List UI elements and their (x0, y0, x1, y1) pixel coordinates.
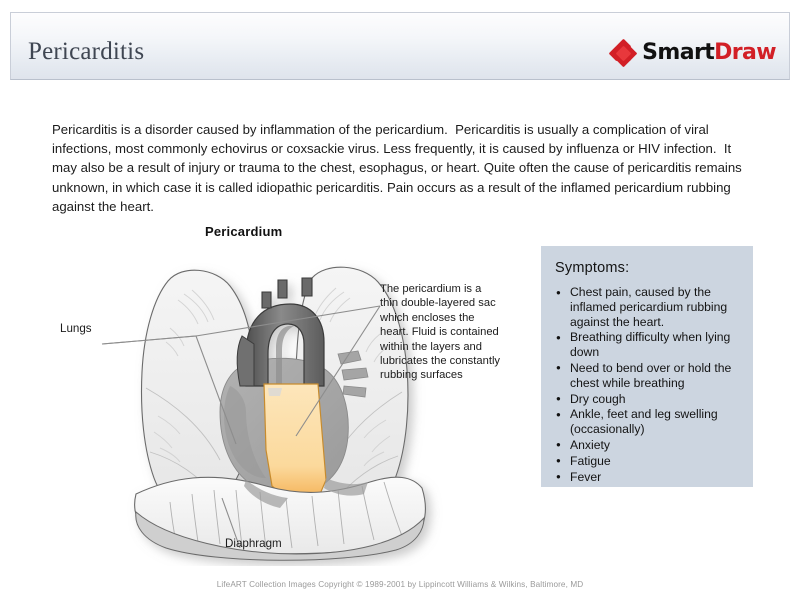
list-item: ● Fever (555, 470, 741, 485)
list-item: ● Dry cough (555, 392, 741, 407)
diagram-title: Pericardium (205, 224, 283, 239)
symptoms-panel (541, 246, 753, 487)
logo-word-draw: Draw (714, 40, 776, 65)
symptoms-list (555, 285, 741, 484)
list-item: ● Anxiety (555, 438, 741, 453)
annotation-pericardium: The pericardium is a thin double-layered sac which encloses the heart. Fluid is contained within the layers and lubricates the constantly rubbing surfaces (380, 283, 501, 382)
list-item: ● Breathing difficulty when lying down (555, 330, 741, 360)
list-item: ● Fatigue (555, 454, 741, 469)
list-item: ● Ankle, feet and leg swelling (occasionally) (555, 407, 741, 437)
smartdraw-logo (611, 40, 776, 66)
red-diamond-cluster-icon (611, 41, 635, 65)
superior-vena-cava (237, 336, 254, 386)
symptoms-heading: Symptoms: (555, 260, 630, 276)
label-diaphragm: Diaphragm (225, 537, 282, 550)
pericardium-shape (264, 384, 326, 498)
page-title: Pericarditis (28, 38, 145, 65)
anatomy-diagram (50, 222, 530, 567)
intro-paragraph: Pericarditis is a disorder caused by inflammation of the pericardium. Pericarditis is usually a complication of viral infections, most commonly echovirus or coxsackie virus. Less frequently, it is caused by influenza or HIV infection. It may also be a result of injury or trauma to the chest, esophagus, or heart. Quite often the cause of pericarditis remains unknown, in which case it is called idiopathic pericarditis. Pain occurs as a result of the inflamed pericardium rubbing against the heart. (52, 122, 746, 214)
list-item: ● Chest pain, caused by the inflamed pericardium rubbing against the heart. (555, 285, 741, 329)
logo-word-smart: Smart (642, 40, 715, 65)
footer-copyright: LifeART Collection Images Copyright © 1989-2001 by Lippincott Williams & Wilkins, Baltimore, MD (216, 580, 584, 589)
list-item: ● Need to bend over or hold the chest while breathing (555, 361, 741, 391)
label-lungs: Lungs (60, 322, 92, 335)
